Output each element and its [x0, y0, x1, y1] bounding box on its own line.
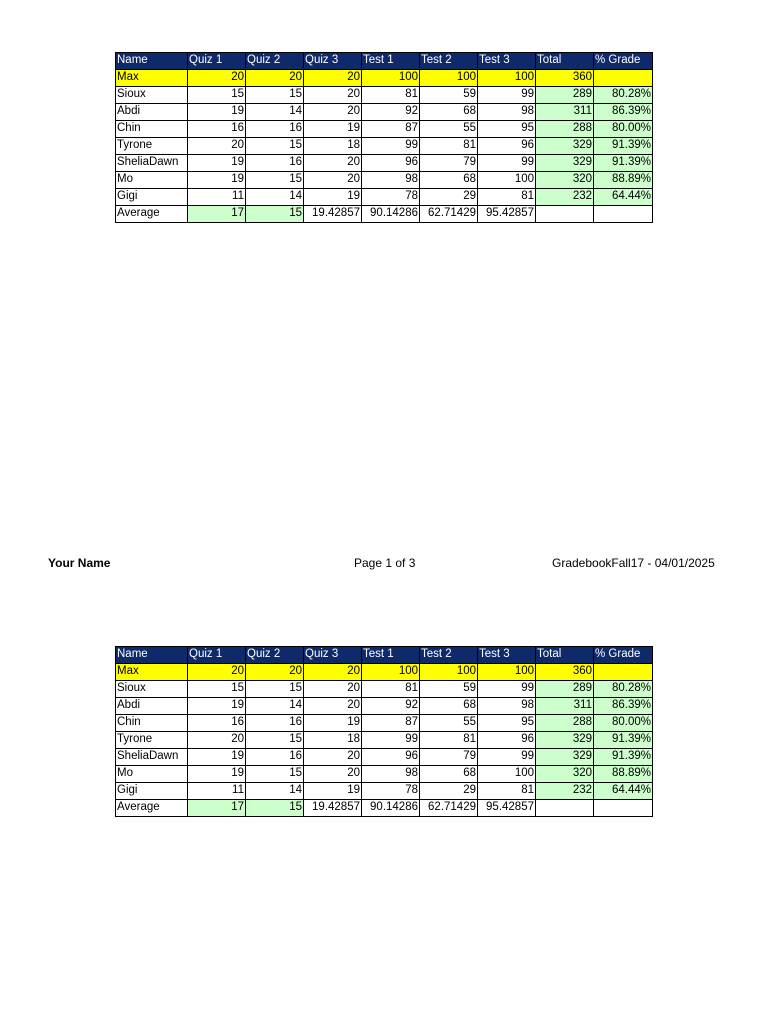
student-name-cell[interactable]: Chin	[116, 715, 188, 732]
score-cell[interactable]: 19	[304, 715, 362, 732]
grade-cell[interactable]: 88.89%	[594, 172, 653, 189]
header-cell[interactable]: Quiz 3	[304, 53, 362, 70]
average-row	[116, 206, 653, 223]
score-cell[interactable]: 79	[420, 155, 478, 172]
student-row	[116, 87, 653, 104]
score-cell[interactable]: 99	[478, 749, 536, 766]
total-cell[interactable]: 311	[536, 104, 594, 121]
student-row	[116, 783, 653, 800]
header-cell[interactable]: Quiz 3	[304, 647, 362, 664]
score-cell[interactable]: 15	[246, 138, 304, 155]
score-cell[interactable]: 99	[478, 681, 536, 698]
max-row	[116, 70, 653, 87]
score-cell[interactable]: 29	[420, 189, 478, 206]
header-cell[interactable]: Quiz 1	[188, 53, 246, 70]
score-cell[interactable]: 81	[362, 681, 420, 698]
footer-author: Your Name	[48, 556, 111, 570]
max-cell[interactable]: 20	[304, 664, 362, 681]
average-cell[interactable]: 15	[246, 800, 304, 817]
average-cell[interactable]: 90.14286	[362, 800, 420, 817]
max-cell[interactable]: 360	[536, 664, 594, 681]
total-cell[interactable]: 289	[536, 681, 594, 698]
average-cell[interactable]: 15	[246, 206, 304, 223]
header-cell[interactable]: Test 2	[420, 53, 478, 70]
student-name-cell[interactable]: Abdi	[116, 104, 188, 121]
score-cell[interactable]: 96	[478, 138, 536, 155]
average-cell[interactable]: 17	[188, 800, 246, 817]
score-cell[interactable]: 92	[362, 698, 420, 715]
student-row	[116, 172, 653, 189]
student-row	[116, 189, 653, 206]
score-cell[interactable]: 87	[362, 121, 420, 138]
score-cell[interactable]: 19	[188, 698, 246, 715]
score-cell[interactable]: 18	[304, 138, 362, 155]
grade-cell[interactable]: 91.39%	[594, 749, 653, 766]
score-cell[interactable]: 11	[188, 189, 246, 206]
student-row	[116, 749, 653, 766]
score-cell[interactable]: 29	[420, 783, 478, 800]
score-cell[interactable]: 92	[362, 104, 420, 121]
score-cell[interactable]: 95	[478, 121, 536, 138]
grade-cell[interactable]: 86.39%	[594, 698, 653, 715]
footer-page-number: Page 1 of 3	[354, 556, 416, 570]
student-name-cell[interactable]: SheliaDawn	[116, 155, 188, 172]
score-cell[interactable]: 15	[188, 681, 246, 698]
student-name-cell[interactable]: Abdi	[116, 698, 188, 715]
score-cell[interactable]: 19	[188, 172, 246, 189]
grade-cell[interactable]: 80.28%	[594, 87, 653, 104]
score-cell[interactable]: 96	[362, 749, 420, 766]
max-cell[interactable]: 20	[304, 70, 362, 87]
score-cell[interactable]: 59	[420, 87, 478, 104]
header-cell[interactable]: % Grade	[594, 647, 653, 664]
score-cell[interactable]: 19	[304, 121, 362, 138]
max-label-cell[interactable]: Max	[116, 664, 188, 681]
max-cell[interactable]: 100	[478, 70, 536, 87]
header-cell[interactable]: Name	[116, 647, 188, 664]
score-cell[interactable]: 19	[304, 189, 362, 206]
score-cell[interactable]: 20	[304, 749, 362, 766]
total-cell[interactable]: 329	[536, 749, 594, 766]
score-cell[interactable]: 59	[420, 681, 478, 698]
grade-cell[interactable]: 80.28%	[594, 681, 653, 698]
average-row	[116, 800, 653, 817]
score-cell[interactable]: 15	[246, 732, 304, 749]
score-cell[interactable]: 15	[246, 87, 304, 104]
score-cell[interactable]: 20	[304, 681, 362, 698]
total-cell[interactable]: 329	[536, 138, 594, 155]
total-cell[interactable]: 232	[536, 783, 594, 800]
score-cell[interactable]: 81	[420, 138, 478, 155]
score-cell[interactable]: 16	[188, 121, 246, 138]
total-cell[interactable]: 288	[536, 715, 594, 732]
total-cell[interactable]: 329	[536, 732, 594, 749]
average-cell[interactable]: 19.42857	[304, 800, 362, 817]
score-cell[interactable]: 16	[246, 155, 304, 172]
average-label-cell[interactable]: Average	[116, 206, 188, 223]
average-cell[interactable]: 90.14286	[362, 206, 420, 223]
score-cell[interactable]: 79	[420, 749, 478, 766]
student-row	[116, 766, 653, 783]
score-cell[interactable]: 78	[362, 783, 420, 800]
student-name-cell[interactable]: Sioux	[116, 87, 188, 104]
max-cell[interactable]: 20	[246, 664, 304, 681]
header-cell[interactable]: Total	[536, 647, 594, 664]
student-name-cell[interactable]: Mo	[116, 172, 188, 189]
student-row	[116, 104, 653, 121]
header-row	[116, 53, 653, 70]
student-row	[116, 698, 653, 715]
student-row	[116, 155, 653, 172]
student-row	[116, 138, 653, 155]
header-cell[interactable]: Total	[536, 53, 594, 70]
header-row	[116, 647, 653, 664]
grade-cell[interactable]: 64.44%	[594, 783, 653, 800]
score-cell[interactable]: 98	[362, 172, 420, 189]
score-cell[interactable]: 20	[304, 698, 362, 715]
score-cell[interactable]: 19	[188, 749, 246, 766]
score-cell[interactable]: 16	[188, 715, 246, 732]
score-cell[interactable]: 99	[478, 87, 536, 104]
total-cell[interactable]: 329	[536, 155, 594, 172]
score-cell[interactable]: 55	[420, 121, 478, 138]
total-cell[interactable]: 289	[536, 87, 594, 104]
score-cell[interactable]: 15	[246, 172, 304, 189]
max-cell[interactable]: 100	[420, 664, 478, 681]
max-row	[116, 664, 653, 681]
score-cell[interactable]: 16	[246, 749, 304, 766]
max-cell[interactable]: 20	[188, 70, 246, 87]
score-cell[interactable]: 20	[188, 732, 246, 749]
student-name-cell[interactable]: Mo	[116, 766, 188, 783]
max-cell[interactable]: 20	[246, 70, 304, 87]
score-cell[interactable]: 99	[362, 732, 420, 749]
max-cell[interactable]: 100	[362, 70, 420, 87]
score-cell[interactable]: 96	[362, 155, 420, 172]
score-cell[interactable]: 20	[304, 172, 362, 189]
score-cell[interactable]: 68	[420, 104, 478, 121]
student-name-cell[interactable]: SheliaDawn	[116, 749, 188, 766]
average-cell[interactable]: 17	[188, 206, 246, 223]
max-cell[interactable]: 100	[420, 70, 478, 87]
score-cell[interactable]: 19	[188, 155, 246, 172]
average-total-cell[interactable]	[536, 800, 594, 817]
score-cell[interactable]: 15	[246, 766, 304, 783]
score-cell[interactable]: 100	[478, 172, 536, 189]
header-cell[interactable]: Quiz 2	[246, 53, 304, 70]
average-cell[interactable]: 62.71429	[420, 206, 478, 223]
score-cell[interactable]: 15	[188, 87, 246, 104]
header-cell[interactable]: Name	[116, 53, 188, 70]
score-cell[interactable]: 19	[188, 104, 246, 121]
score-cell[interactable]: 20	[304, 766, 362, 783]
score-cell[interactable]: 87	[362, 715, 420, 732]
max-cell[interactable]: 20	[188, 664, 246, 681]
average-grade-cell[interactable]	[594, 206, 653, 223]
grade-cell[interactable]: 64.44%	[594, 189, 653, 206]
average-grade-cell[interactable]	[594, 800, 653, 817]
max-cell[interactable]: 360	[536, 70, 594, 87]
header-cell[interactable]: Test 3	[478, 647, 536, 664]
score-cell[interactable]: 98	[362, 766, 420, 783]
score-cell[interactable]: 95	[478, 715, 536, 732]
score-cell[interactable]: 99	[478, 155, 536, 172]
header-cell[interactable]: Quiz 1	[188, 647, 246, 664]
student-row	[116, 732, 653, 749]
max-cell[interactable]: 100	[478, 664, 536, 681]
average-cell[interactable]: 95.42857	[478, 206, 536, 223]
grade-cell[interactable]: 86.39%	[594, 104, 653, 121]
gradebook-table-bottom	[115, 646, 653, 817]
score-cell[interactable]: 11	[188, 783, 246, 800]
total-cell[interactable]: 311	[536, 698, 594, 715]
score-cell[interactable]: 68	[420, 172, 478, 189]
student-row	[116, 681, 653, 698]
total-cell[interactable]: 320	[536, 172, 594, 189]
gradebook-table-top	[115, 52, 653, 223]
max-grade-cell[interactable]	[594, 70, 653, 87]
header-cell[interactable]: Test 1	[362, 53, 420, 70]
total-cell[interactable]: 288	[536, 121, 594, 138]
score-cell[interactable]: 20	[304, 104, 362, 121]
score-cell[interactable]: 14	[246, 104, 304, 121]
score-cell[interactable]: 15	[246, 681, 304, 698]
header-cell[interactable]: Test 1	[362, 647, 420, 664]
header-cell[interactable]: Quiz 2	[246, 647, 304, 664]
score-cell[interactable]: 18	[304, 732, 362, 749]
max-grade-cell[interactable]	[594, 664, 653, 681]
score-cell[interactable]: 19	[188, 766, 246, 783]
grade-cell[interactable]: 91.39%	[594, 732, 653, 749]
max-cell[interactable]: 100	[362, 664, 420, 681]
score-cell[interactable]: 14	[246, 189, 304, 206]
average-cell[interactable]: 62.71429	[420, 800, 478, 817]
header-cell[interactable]: % Grade	[594, 53, 653, 70]
max-label-cell[interactable]: Max	[116, 70, 188, 87]
score-cell[interactable]: 68	[420, 698, 478, 715]
average-cell[interactable]: 19.42857	[304, 206, 362, 223]
score-cell[interactable]: 98	[478, 104, 536, 121]
student-row	[116, 121, 653, 138]
header-cell[interactable]: Test 3	[478, 53, 536, 70]
score-cell[interactable]: 68	[420, 766, 478, 783]
student-name-cell[interactable]: Gigi	[116, 783, 188, 800]
grade-cell[interactable]: 80.00%	[594, 121, 653, 138]
score-cell[interactable]: 98	[478, 698, 536, 715]
score-cell[interactable]: 16	[246, 121, 304, 138]
score-cell[interactable]: 81	[362, 87, 420, 104]
score-cell[interactable]: 96	[478, 732, 536, 749]
grade-cell[interactable]: 91.39%	[594, 138, 653, 155]
score-cell[interactable]: 99	[362, 138, 420, 155]
score-cell[interactable]: 55	[420, 715, 478, 732]
average-total-cell[interactable]	[536, 206, 594, 223]
total-cell[interactable]: 320	[536, 766, 594, 783]
score-cell[interactable]: 81	[478, 783, 536, 800]
student-name-cell[interactable]: Sioux	[116, 681, 188, 698]
average-cell[interactable]: 95.42857	[478, 800, 536, 817]
student-row	[116, 715, 653, 732]
grade-cell[interactable]: 91.39%	[594, 155, 653, 172]
score-cell[interactable]: 19	[304, 783, 362, 800]
student-name-cell[interactable]: Chin	[116, 121, 188, 138]
score-cell[interactable]: 14	[246, 783, 304, 800]
score-cell[interactable]: 14	[246, 698, 304, 715]
student-name-cell[interactable]: Tyrone	[116, 138, 188, 155]
score-cell[interactable]: 81	[478, 189, 536, 206]
grade-cell[interactable]: 88.89%	[594, 766, 653, 783]
student-name-cell[interactable]: Gigi	[116, 189, 188, 206]
score-cell[interactable]: 16	[246, 715, 304, 732]
student-name-cell[interactable]: Tyrone	[116, 732, 188, 749]
score-cell[interactable]: 81	[420, 732, 478, 749]
score-cell[interactable]: 20	[304, 87, 362, 104]
score-cell[interactable]: 100	[478, 766, 536, 783]
score-cell[interactable]: 20	[188, 138, 246, 155]
average-label-cell[interactable]: Average	[116, 800, 188, 817]
footer-file-date: GradebookFall17 - 04/01/2025	[552, 556, 715, 570]
grade-cell[interactable]: 80.00%	[594, 715, 653, 732]
header-cell[interactable]: Test 2	[420, 647, 478, 664]
score-cell[interactable]: 20	[304, 155, 362, 172]
total-cell[interactable]: 232	[536, 189, 594, 206]
score-cell[interactable]: 78	[362, 189, 420, 206]
